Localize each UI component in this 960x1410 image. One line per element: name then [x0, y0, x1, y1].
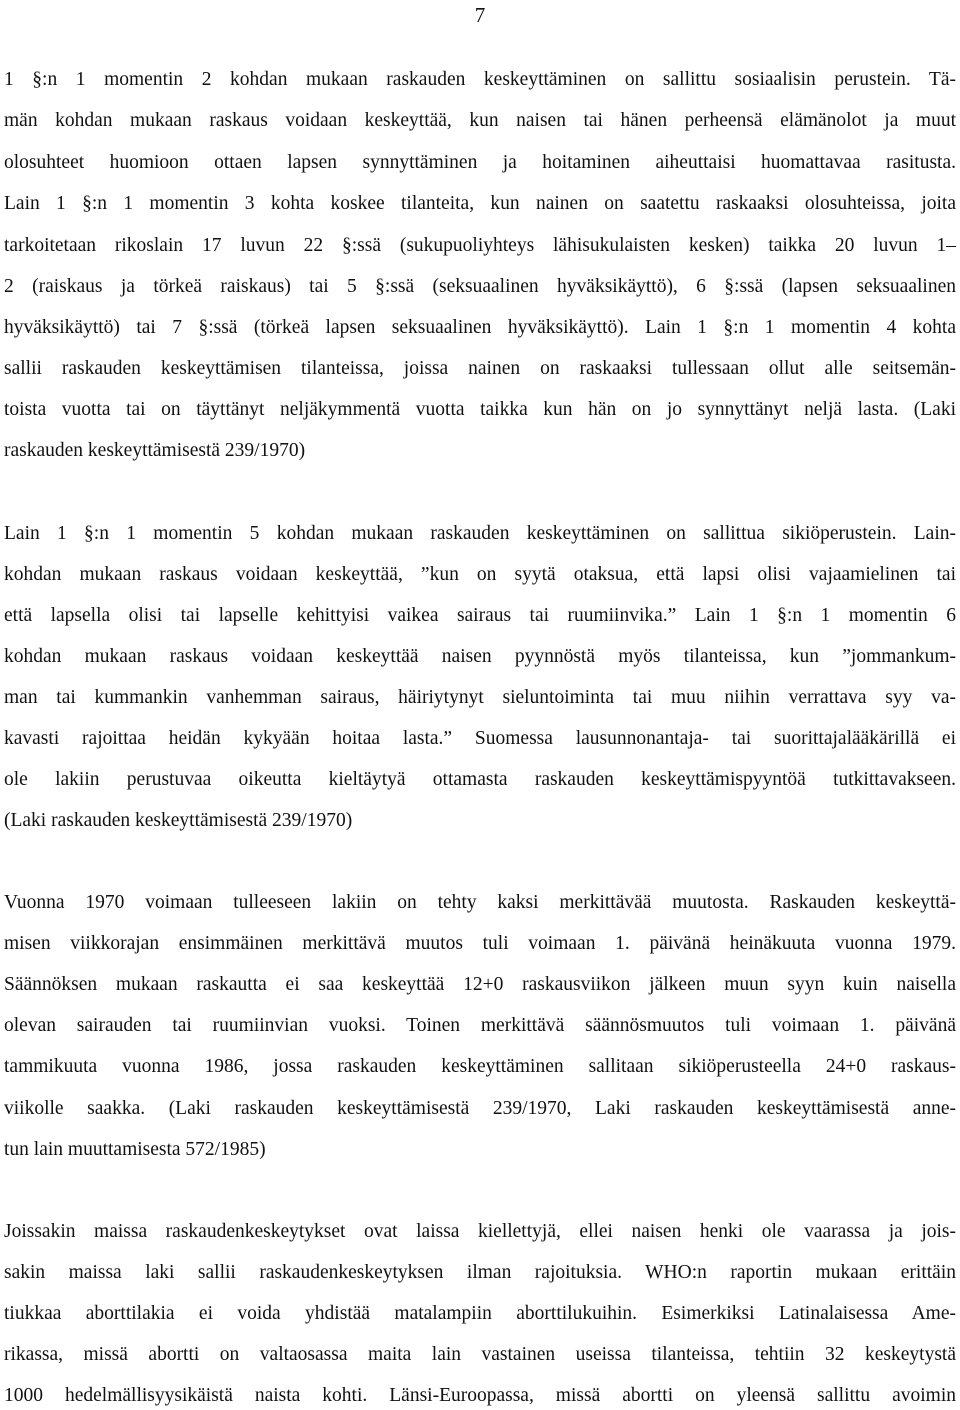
paragraph-1-line-9: toista vuotta tai on täyttänyt neljäkymmentä vuotta taikka kun hän on jo synnyttänyt neljä lasta. (Laki	[4, 399, 956, 420]
paragraph-2-line-3: että lapsella olisi tai lapselle kehittyisi vaikea sairaus tai ruumiinvika.” Lain 1 §:n 1 momentin 6	[4, 605, 956, 626]
paragraph-3-line-6: viikolle saakka. (Laki raskauden keskeyttämisestä 239/1970, Laki raskauden keskeyttämisestä anne-	[4, 1098, 956, 1119]
paragraph-1-line-3: olosuhteet huomioon ottaen lapsen synnyttäminen ja hoitaminen aiheuttaisi huomattavaa rasitusta.	[4, 152, 956, 173]
paragraph-3-line-7: tun lain muuttamisesta 572/1985)	[4, 1139, 266, 1160]
paragraph-2-line-1: Lain 1 §:n 1 momentin 5 kohdan mukaan raskauden keskeyttäminen on sallittua sikiöperustein. Lain-	[4, 523, 956, 544]
paragraph-3-line-1: Vuonna 1970 voimaan tulleeseen lakiin on tehty kaksi merkittävää muutosta. Raskauden keskeyttä-	[4, 892, 956, 913]
paragraph-3-line-2: misen viikkorajan ensimmäinen merkittävä muutos tuli voimaan 1. päivänä heinäkuuta vuonna 1979.	[4, 933, 956, 954]
paragraph-4-line-5: 1000 hedelmällisyysikäistä naista kohti. Länsi-Euroopassa, missä abortti on yleensä sallittu avoimin	[4, 1385, 956, 1406]
paragraph-2-line-4: kohdan mukaan raskaus voidaan keskeyttää naisen pyynnöstä myös tilanteissa, kun ”jommankum-	[4, 646, 956, 667]
paragraph-4-line-3: tiukkaa aborttilakia ei voida yhdistää matalampiin aborttilukuihin. Esimerkiksi Latinalaisessa Ame-	[4, 1303, 956, 1324]
paragraph-1-line-5: tarkoitetaan rikoslain 17 luvun 22 §:ssä (sukupuoliyhteys lähisukulaisten kesken) taikka 20 luvun 1–	[4, 235, 956, 256]
paragraph-3-line-4: olevan sairauden tai ruumiinvian vuoksi. Toinen merkittävä säännösmuutos tuli voimaan 1. päivänä	[4, 1015, 956, 1036]
paragraph-1-line-7: hyväksikäyttö) tai 7 §:ssä (törkeä lapsen seksuaalinen hyväksikäyttö). Lain 1 §:n 1 momentin 4 kohta	[4, 317, 956, 338]
paragraph-1-line-6: 2 (raiskaus ja törkeä raiskaus) tai 5 §:ssä (seksuaalinen hyväksikäyttö), 6 §:ssä (lapsen seksuaalinen	[4, 276, 956, 297]
paragraph-2-line-2: kohdan mukaan raskaus voidaan keskeyttää, ”kun on syytä otaksua, että lapsi olisi vajaamielinen tai	[4, 564, 956, 585]
paragraph-3-line-5: tammikuuta vuonna 1986, jossa raskauden keskeyttäminen sallitaan sikiöperusteella 24+0 raskaus-	[4, 1056, 956, 1077]
paragraph-2-line-8: (Laki raskauden keskeyttämisestä 239/1970)	[4, 810, 353, 831]
paragraph-2-line-7: ole lakiin perustuvaa oikeutta kieltäytyä ottamasta raskauden keskeyttämispyyntöä tutkittavakseen.	[4, 769, 956, 790]
paragraph-1-line-10: raskauden keskeyttämisestä 239/1970)	[4, 440, 306, 461]
paragraph-2-line-5: man tai kummankin vanhemman sairaus, häiriytynyt sieluntoiminta tai muu niihin verrattava syy va-	[4, 687, 956, 708]
paragraph-1-line-8: sallii raskauden keskeyttämisen tilanteissa, joissa nainen on raskaaksi tullessaan ollut alle seitsemän-	[4, 358, 956, 379]
paragraph-4-line-4: rikassa, missä abortti on valtaosassa maita lain vastainen useissa tilanteissa, tehtiin 32 keskeytystä	[4, 1344, 956, 1365]
paragraph-4-line-1: Joissakin maissa raskaudenkeskeytykset ovat laissa kiellettyjä, ellei naisen henki ole vaarassa ja jois-	[4, 1221, 956, 1242]
paragraph-2-line-6: kavasti rajoittaa heidän kykyään hoitaa lasta.” Suomessa lausunnonantaja- tai suorittajalääkärillä ei	[4, 728, 956, 749]
page-number: 7	[474, 3, 486, 27]
paragraph-4-line-2: sakin maissa laki sallii raskaudenkeskeytyksen ilman rajoituksia. WHO:n raportin mukaan erittäin	[4, 1262, 956, 1283]
paragraph-3-line-3: Säännöksen mukaan raskautta ei saa keskeyttää 12+0 raskausviikon jälkeen muun syyn kuin naisella	[4, 974, 956, 995]
paragraph-1-line-4: Lain 1 §:n 1 momentin 3 kohta koskee tilanteita, kun nainen on saatettu raskaaksi olosuhteissa, joita	[4, 193, 956, 214]
paragraph-1-line-2: män kohdan mukaan raskaus voidaan keskeyttää, kun naisen tai hänen perheensä elämänolot ja muut	[4, 110, 956, 131]
paragraph-1-line-1: 1 §:n 1 momentin 2 kohdan mukaan raskauden keskeyttäminen on sallittu sosiaalisin perustein. Tä-	[4, 69, 956, 90]
